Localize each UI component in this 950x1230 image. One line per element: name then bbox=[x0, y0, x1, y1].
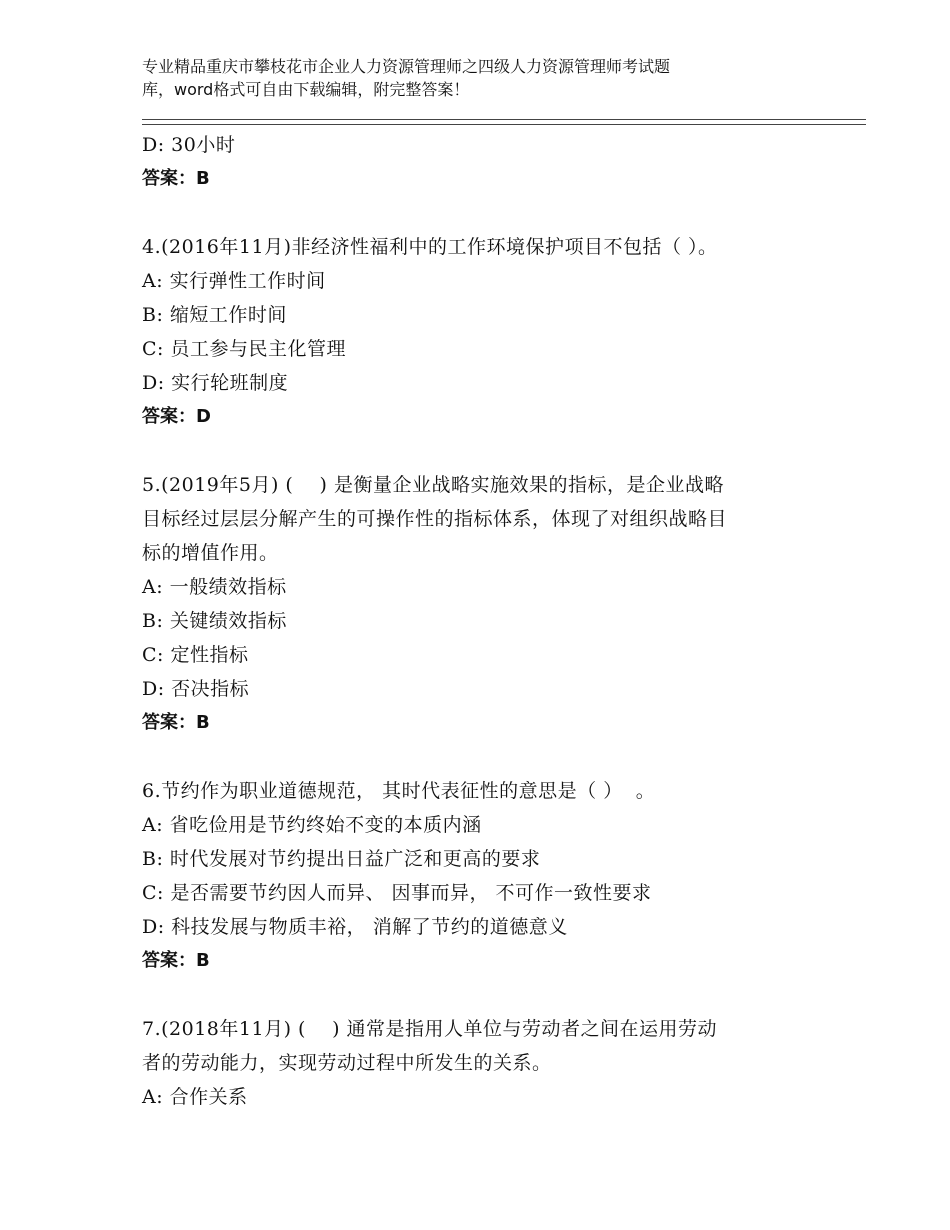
option-d: D: 科技发展与物质丰裕， 消解了节约的道德意义 bbox=[142, 916, 568, 938]
option-d: D: 否决指标 bbox=[142, 678, 250, 700]
question-7 bbox=[142, 1012, 822, 1114]
header-line-2: 库，word格式可自由下载编辑，附完整答案！ bbox=[142, 80, 470, 99]
header-rule-bottom bbox=[142, 124, 866, 125]
question-stem-line-3: 标的增值作用。 bbox=[142, 542, 279, 564]
option-d: D: 30小时 bbox=[142, 134, 236, 156]
question-3 bbox=[142, 128, 822, 196]
option-a: A: 合作关系 bbox=[142, 1086, 248, 1108]
option-a: A: 一般绩效指标 bbox=[142, 576, 287, 598]
question-stem: 4.(2016年11月)非经济性福利中的工作环境保护项目不包括（ ）。 bbox=[142, 236, 718, 258]
question-stem-line-1: 7.(2018年11月) ( ) 通常是指用人单位与劳动者之间在运用劳动 bbox=[142, 1018, 718, 1040]
option-c: C: 员工参与民主化管理 bbox=[142, 338, 346, 360]
header-line-1: 专业精品重庆市攀枝花市企业人力资源管理师之四级人力资源管理师考试题 bbox=[142, 57, 671, 76]
question-5 bbox=[142, 468, 822, 740]
document-header bbox=[142, 55, 842, 101]
option-d: D: 实行轮班制度 bbox=[142, 372, 289, 394]
question-stem-line-2: 者的劳动能力，实现劳动过程中所发生的关系。 bbox=[142, 1052, 552, 1074]
option-b: B: 关键绩效指标 bbox=[142, 610, 287, 632]
option-c: C: 定性指标 bbox=[142, 644, 249, 666]
option-a: A: 实行弹性工作时间 bbox=[142, 270, 326, 292]
question-6 bbox=[142, 774, 822, 978]
option-a: A: 省吃俭用是节约终始不变的本质内涵 bbox=[142, 814, 482, 836]
question-stem-line-2: 目标经过层层分解产生的可操作性的指标体系，体现了对组织战略目 bbox=[142, 508, 728, 530]
option-c: C: 是否需要节约因人而异、 因事而异， 不可作一致性要求 bbox=[142, 882, 652, 904]
option-b: B: 时代发展对节约提出日益广泛和更高的要求 bbox=[142, 848, 541, 870]
header-rule-top bbox=[142, 119, 866, 120]
question-4 bbox=[142, 230, 822, 434]
question-content bbox=[142, 128, 822, 1114]
question-stem-line-1: 5.(2019年5月) ( ) 是衡量企业战略实施效果的指标，是企业战略 bbox=[142, 474, 724, 496]
option-b: B: 缩短工作时间 bbox=[142, 304, 287, 326]
answer: 答案：D bbox=[142, 406, 211, 427]
question-stem: 6.节约作为职业道德规范， 其时代表征性的意思是（ ） 。 bbox=[142, 780, 656, 802]
answer: 答案：B bbox=[142, 712, 210, 733]
answer: 答案：B bbox=[142, 168, 210, 189]
answer: 答案：B bbox=[142, 950, 210, 971]
